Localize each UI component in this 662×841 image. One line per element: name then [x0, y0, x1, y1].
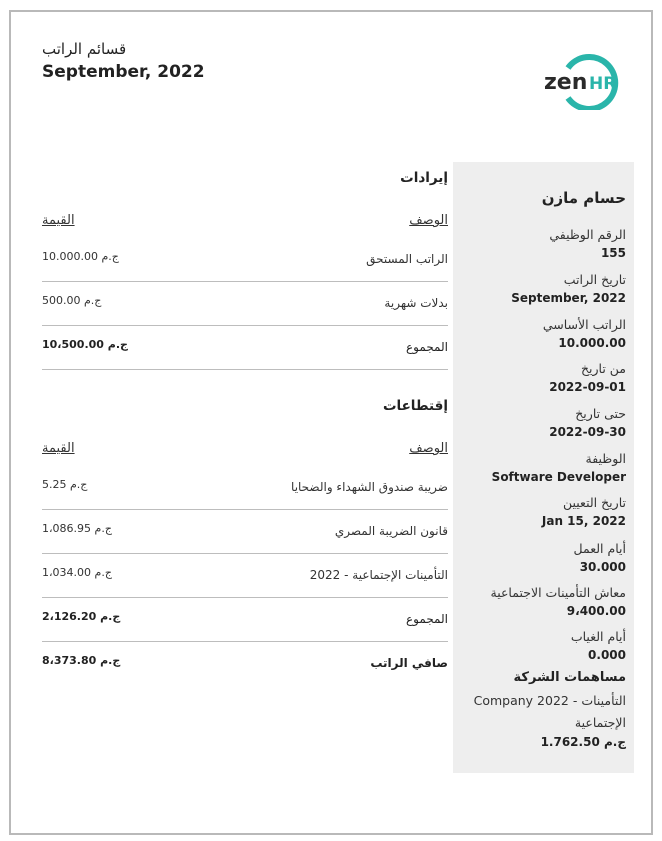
logo-text-main: zen — [544, 70, 588, 95]
row-amount: 1،034.00 ج.م — [42, 566, 112, 579]
field-label: معاش التأمينات الاجتماعية — [490, 585, 626, 600]
field-value: Jan 15, 2022 — [541, 514, 626, 528]
row-amount: 10.000.00 ج.م — [42, 250, 119, 263]
total-label: المجموع — [406, 340, 448, 354]
field-label: تاريخ الراتب — [563, 272, 626, 287]
field-social-insurance-salary — [451, 584, 626, 620]
net-salary-label: صافي الراتب — [370, 656, 448, 670]
logo-text-accent: HR — [589, 74, 617, 94]
field-label: حتى تاريخ — [575, 406, 626, 421]
section-heading: مساهمات الشركة — [513, 670, 626, 685]
page-title: قسائم الراتب — [42, 40, 127, 58]
row-divider — [42, 369, 448, 370]
field-label: أيام الغياب — [570, 629, 626, 644]
field-payslip-date — [451, 271, 626, 307]
field-label: من تاريخ — [580, 361, 626, 376]
earnings-row — [42, 282, 448, 326]
deductions-title: إقتطاعات — [382, 398, 448, 414]
deductions-row — [42, 510, 448, 554]
field-from-date — [451, 360, 626, 396]
field-working-days — [451, 540, 626, 576]
earnings-col-value: القيمة — [42, 213, 75, 228]
total-amount: 2،126.20 ج.م — [42, 610, 121, 623]
deductions-total-row — [42, 598, 448, 642]
row-description: الراتب المستحق — [366, 252, 448, 266]
row-description: ضريبة صندوق الشهداء والضحايا — [291, 480, 448, 494]
company-contribution-value: 1.762.50 ج.م — [540, 735, 626, 749]
zenhr-logo — [540, 54, 624, 110]
field-value: September, 2022 — [511, 291, 626, 305]
earnings-total-row — [42, 326, 448, 370]
total-amount: 10،500.00 ج.م — [42, 338, 128, 351]
net-salary-row — [42, 642, 448, 686]
net-salary-amount: 8،373.80 ج.م — [42, 654, 121, 667]
field-value: 155 — [600, 246, 626, 260]
row-amount: 500.00 ج.م — [42, 294, 102, 307]
earnings-row — [42, 238, 448, 282]
deductions-col-value: القيمة — [42, 441, 75, 456]
payslip-period: September, 2022 — [42, 62, 205, 82]
field-employee-number — [451, 226, 626, 262]
field-label: الرقم الوظيفي — [549, 227, 626, 242]
row-amount: 5.25 ج.م — [42, 478, 88, 491]
employee-name: حسام مازن — [541, 189, 626, 207]
company-contributions-title — [451, 669, 626, 687]
field-label: أيام العمل — [573, 541, 626, 556]
deductions-row — [42, 554, 448, 598]
field-value: 2022-09-30 — [549, 425, 626, 439]
deductions-col-description: الوصف — [409, 441, 448, 456]
field-value: 10.000.00 — [558, 336, 626, 350]
field-job-title — [451, 450, 626, 486]
row-amount: 1،086.95 ج.م — [42, 522, 112, 535]
field-label: تاريخ التعيين — [563, 495, 626, 510]
field-absence-days — [451, 628, 626, 664]
company-contribution-label: Company 2022 - التأمينات الإجتماعية — [473, 693, 626, 730]
field-value: 9،400.00 — [566, 604, 626, 618]
row-description: قانون الضريبة المصري — [334, 524, 448, 538]
field-value: 2022-09-01 — [549, 380, 626, 394]
field-value: 0.000 — [588, 648, 626, 662]
field-value: Software Developer — [491, 470, 626, 484]
earnings-title: إيرادات — [400, 170, 448, 186]
total-label: المجموع — [406, 612, 448, 626]
deductions-row — [42, 466, 448, 510]
earnings-col-description: الوصف — [409, 213, 448, 228]
field-to-date — [451, 405, 626, 441]
field-value: 30.000 — [579, 560, 626, 574]
row-description: 2022 - التأمينات الإجتماعية — [309, 568, 448, 582]
field-basic-salary — [451, 316, 626, 352]
field-hire-date — [451, 494, 626, 530]
row-description: بدلات شهرية — [384, 296, 448, 310]
field-label: الوظيفة — [585, 451, 626, 466]
field-label: الراتب الأساسي — [542, 317, 626, 332]
